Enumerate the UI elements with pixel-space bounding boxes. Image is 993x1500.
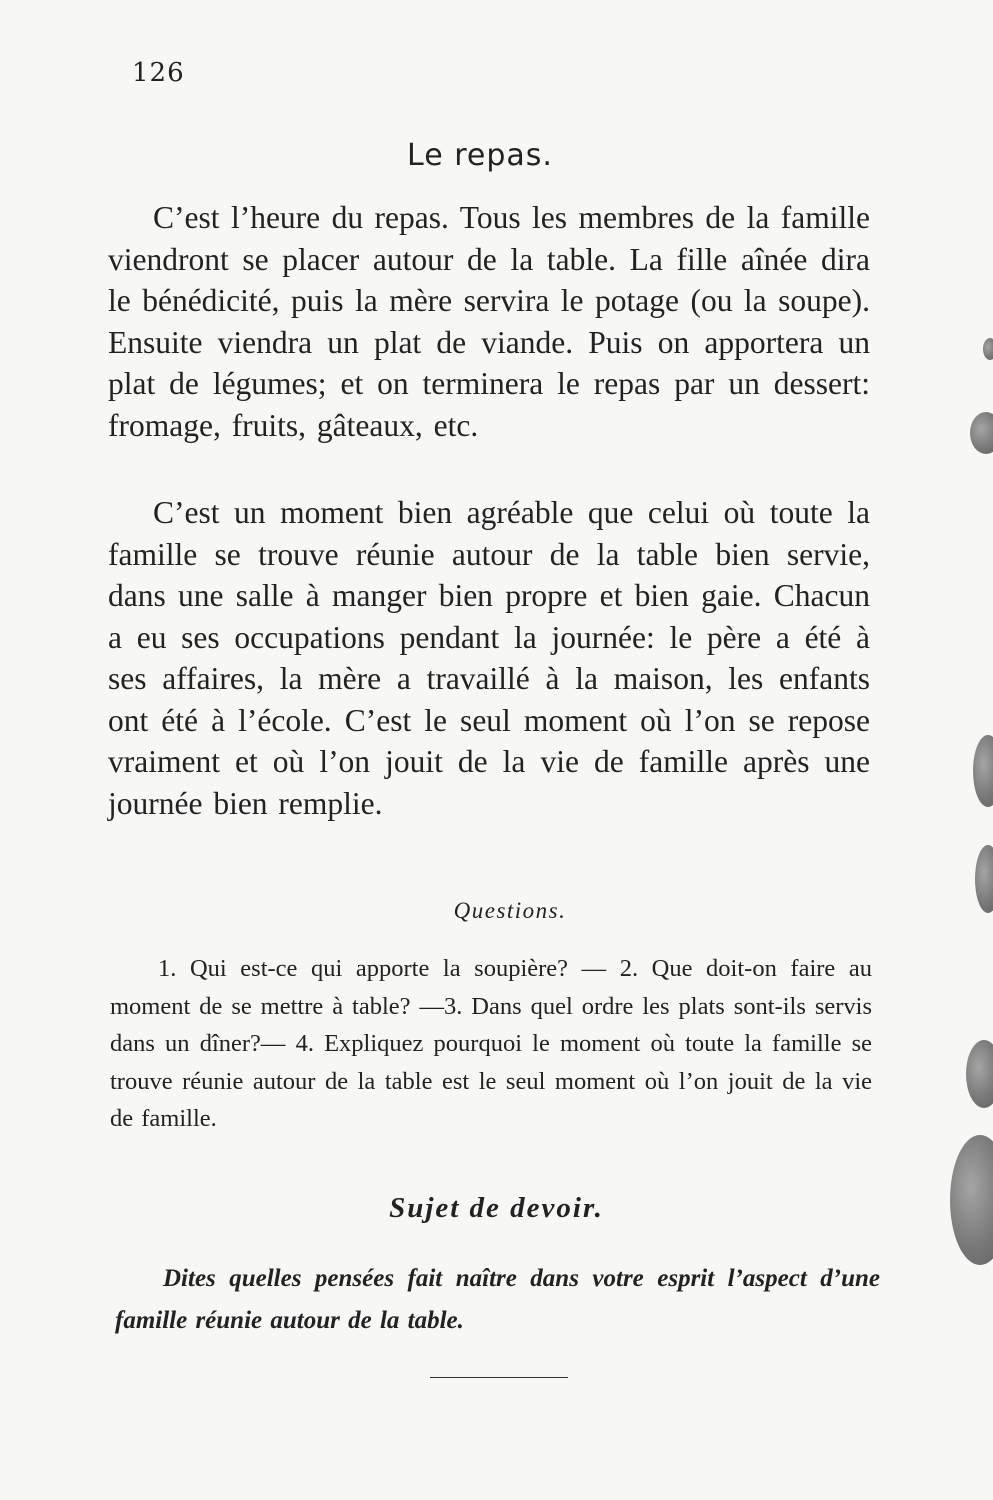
binding-mark [950,1135,993,1265]
body-paragraph-1 [108,197,870,446]
assignment-text: Dites quelles pensées fait naître dans votre esprit l’aspect d’une famille réunie autour de la table. [115,1265,880,1334]
questions-heading: Questions. [453,898,567,923]
body-paragraph-2 [108,492,870,824]
binding-mark [983,338,993,360]
assignment-heading: Sujet de devoir. [389,1192,604,1224]
page-title: Le repas. [407,138,553,173]
questions-text: 1. Qui est-ce qui apporte la soupière? — 2. Que doit-on faire au moment de se mettre à table? —3. Dans quel ordre les plats sont-ils servis dans un dîner?— 4. Expliquez pourquoi le moment où toute la famille se trouve réunie autour de la table est le seul moment où l’on jouit de la vie de famille. [110,955,872,1132]
paragraph-text: C’est un moment bien agréable que celui où toute la famille se trouve réunie autour de la table bien servie, dans une salle à manger bien propre et bien gaie. Chacun a eu ses occupations pendant la journée: le père a été à ses affaires, la mère a travaillé à la maison, les enfants ont été à l’école. C’est le seul moment où l’on se repose vraiment et où l’on jouit de la vie de famille après une journée bien remplie. [108,495,870,821]
binding-mark [966,1040,993,1108]
page-number: 126 [132,58,185,88]
binding-mark [970,412,993,454]
end-divider [430,1377,568,1378]
paragraph-text: C’est l’heure du repas. Tous les membres de la famille viendront se placer autour de la table. La fille aînée dira le bénédicité, puis la mère servira le potage (ou la soupe). Ensuite viendra un plat de viande. Puis on apportera un plat de légumes; et on terminera le repas par un dessert: fromage, fruits, gâteaux, etc. [108,200,870,443]
binding-mark [973,735,993,807]
